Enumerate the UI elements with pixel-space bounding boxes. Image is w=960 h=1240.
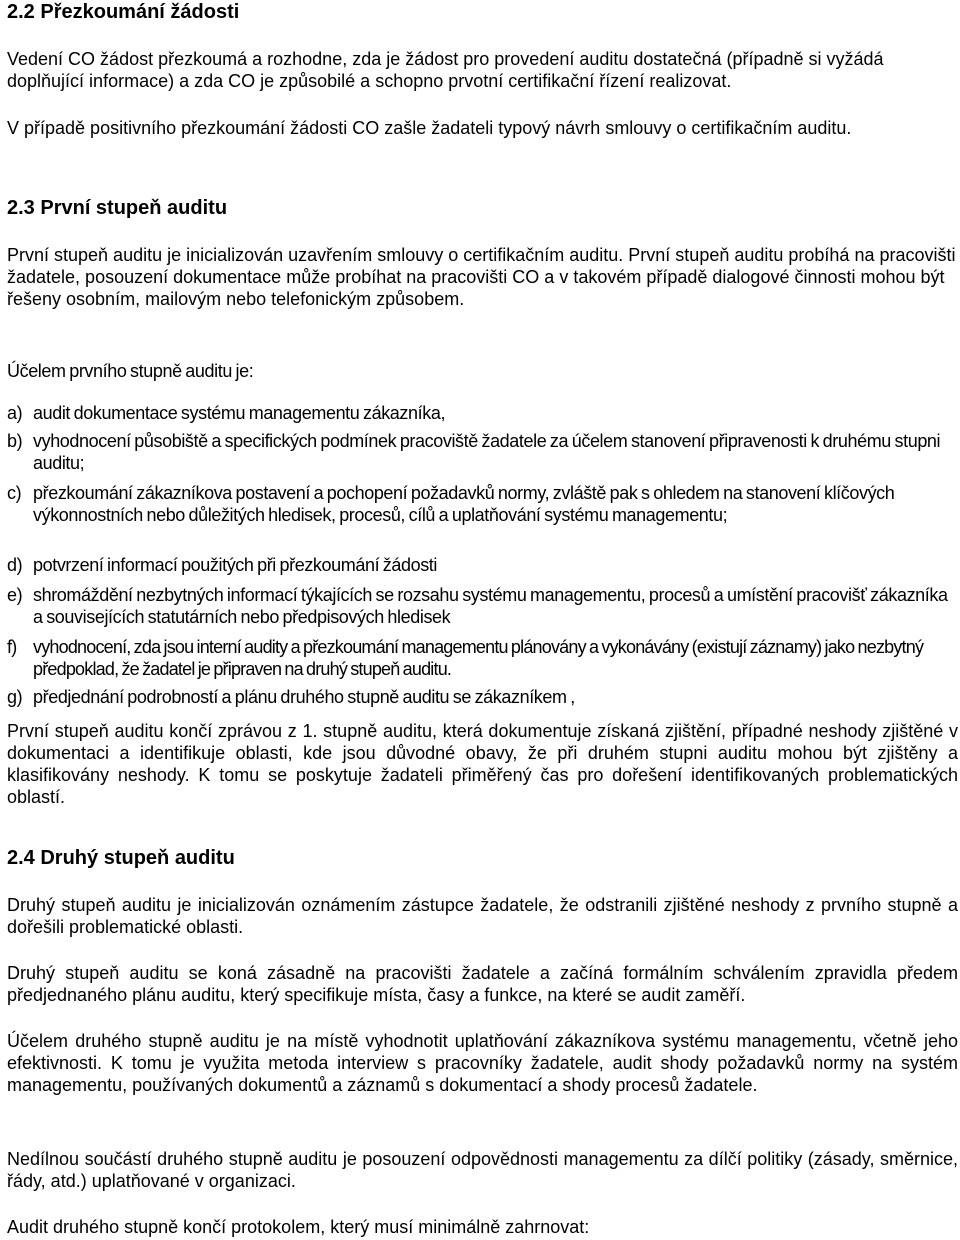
- purpose-intro: Účelem prvního stupně auditu je:: [7, 361, 254, 381]
- list-item-text: vyhodnocení, zda jsou interní audity a přezkoumání managementu plánovány a vykonávány (existují záznamy) jako nezbytný předpoklad, že žadatel je připraven na druhý stupeň auditu.: [33, 637, 924, 679]
- list-item: [7, 430, 958, 474]
- list-item-label: f): [7, 637, 17, 657]
- paragraph-second-stage-protocol: Audit druhého stupně končí protokolem, který musí minimálně zahrnovat:: [7, 1217, 590, 1237]
- section-heading-2-2: 2.2 Přezkoumání žádosti: [7, 1, 240, 23]
- list-item-text: vyhodnocení působiště a specifických podmínek pracoviště žadatele za účelem stanovení připravenosti k druhému stupni auditu;: [33, 431, 941, 473]
- list-item: [7, 402, 958, 424]
- list-item-label: a): [7, 403, 23, 423]
- section-heading-2-3: 2.3 První stupeň auditu: [7, 197, 228, 219]
- paragraph-second-stage-purpose: Účelem druhého stupně auditu je na místě vyhodnotit uplatňování zákazníkova systému managementu, včetně jeho efektivnosti. K tomu je využita metoda interview s pracovníky žadatele, audit shody požadavků normy na systém managementu, používaných dokumentů a záznamů s dokumentací a shody procesů žadatele.: [7, 1031, 958, 1095]
- list-item-label: g): [7, 687, 23, 707]
- list-item-text: předjednání podrobností a plánu druhého stupně auditu se zákazníkem ,: [33, 687, 575, 707]
- list-item-text: potvrzení informací použitých při přezkoumání žádosti: [33, 555, 437, 575]
- list-item-label: b): [7, 431, 23, 451]
- list-item-label: e): [7, 585, 23, 605]
- list-item: [7, 554, 958, 576]
- list-item-label: c): [7, 483, 22, 503]
- list-item: [7, 686, 958, 708]
- paragraph-first-stage-report: První stupeň auditu končí zprávou z 1. stupně auditu, která dokumentuje získaná zjištění, případné neshody zjištěné v dokumentaci a identifikuje oblasti, kde jsou důvodné obavy, že při druhém stupni auditu mohou být zjištěny a klasifikovány neshody. K tomu se poskytuje žadateli přiměřený čas pro dořešení identifikovaných problematických oblastí.: [7, 721, 958, 807]
- section-heading-2-4: 2.4 Druhý stupeň auditu: [7, 847, 235, 869]
- list-item-label: d): [7, 555, 23, 575]
- paragraph-positive-review: V případě positivního přezkoumání žádosti CO zašle žadateli typový návrh smlouvy o certifikačním auditu.: [7, 118, 852, 138]
- list-item-text: přezkoumání zákazníkova postavení a pochopení požadavků normy, zvláště pak s ohledem na stanovení klíčových výkonnostních nebo důležitých hledisek, procesů, cílů a uplatňování systému managementu;: [33, 483, 895, 525]
- paragraph-second-stage-policy: Nedílnou součástí druhého stupně auditu je posouzení odpovědnosti managementu za dílčí politiky (zásady, směrnice, řády, atd.) uplatňované v organizaci.: [7, 1149, 958, 1191]
- list-item: [7, 584, 958, 628]
- paragraph-first-stage: První stupeň auditu je inicializován uzavřením smlouvy o certifikačním auditu. První stupeň auditu probíhá na pracovišti žadatele, posouzení dokumentace může probíhat na pracovišti CO a v takovém případě dialogové činnosti mohou být řešeny osobním, mailovým nebo telefonickým způsobem.: [7, 245, 956, 309]
- paragraph-review-decision: Vedení CO žádost přezkoumá a rozhodne, zda je žádost pro provedení auditu dostatečná (případně si vyžádá doplňující informace) a zda CO je způsobilé a schopno prvotní certifikační řízení realizovat.: [7, 49, 884, 91]
- list-item-text: shromáždění nezbytných informací týkajících se rozsahu systému managementu, procesů a umístění pracovišť zákazníka a souvisejících statutárních nebo předpisových hledisek: [33, 585, 948, 627]
- paragraph-second-stage-place: Druhý stupeň auditu se koná zásadně na pracovišti žadatele a začíná formálním schválením zpravidla předem předjednaného plánu auditu, který specifikuje místa, časy a funkce, na které se audit zaměří.: [7, 963, 958, 1005]
- list-item: [7, 636, 958, 680]
- list-item: [7, 482, 958, 526]
- paragraph-second-stage-init: Druhý stupeň auditu je inicializován oznámením zástupce žadatele, že odstranili zjištěné neshody z prvního stupně a dořešili problematické oblasti.: [7, 895, 958, 937]
- list-item-text: audit dokumentace systému managementu zákazníka,: [33, 403, 446, 423]
